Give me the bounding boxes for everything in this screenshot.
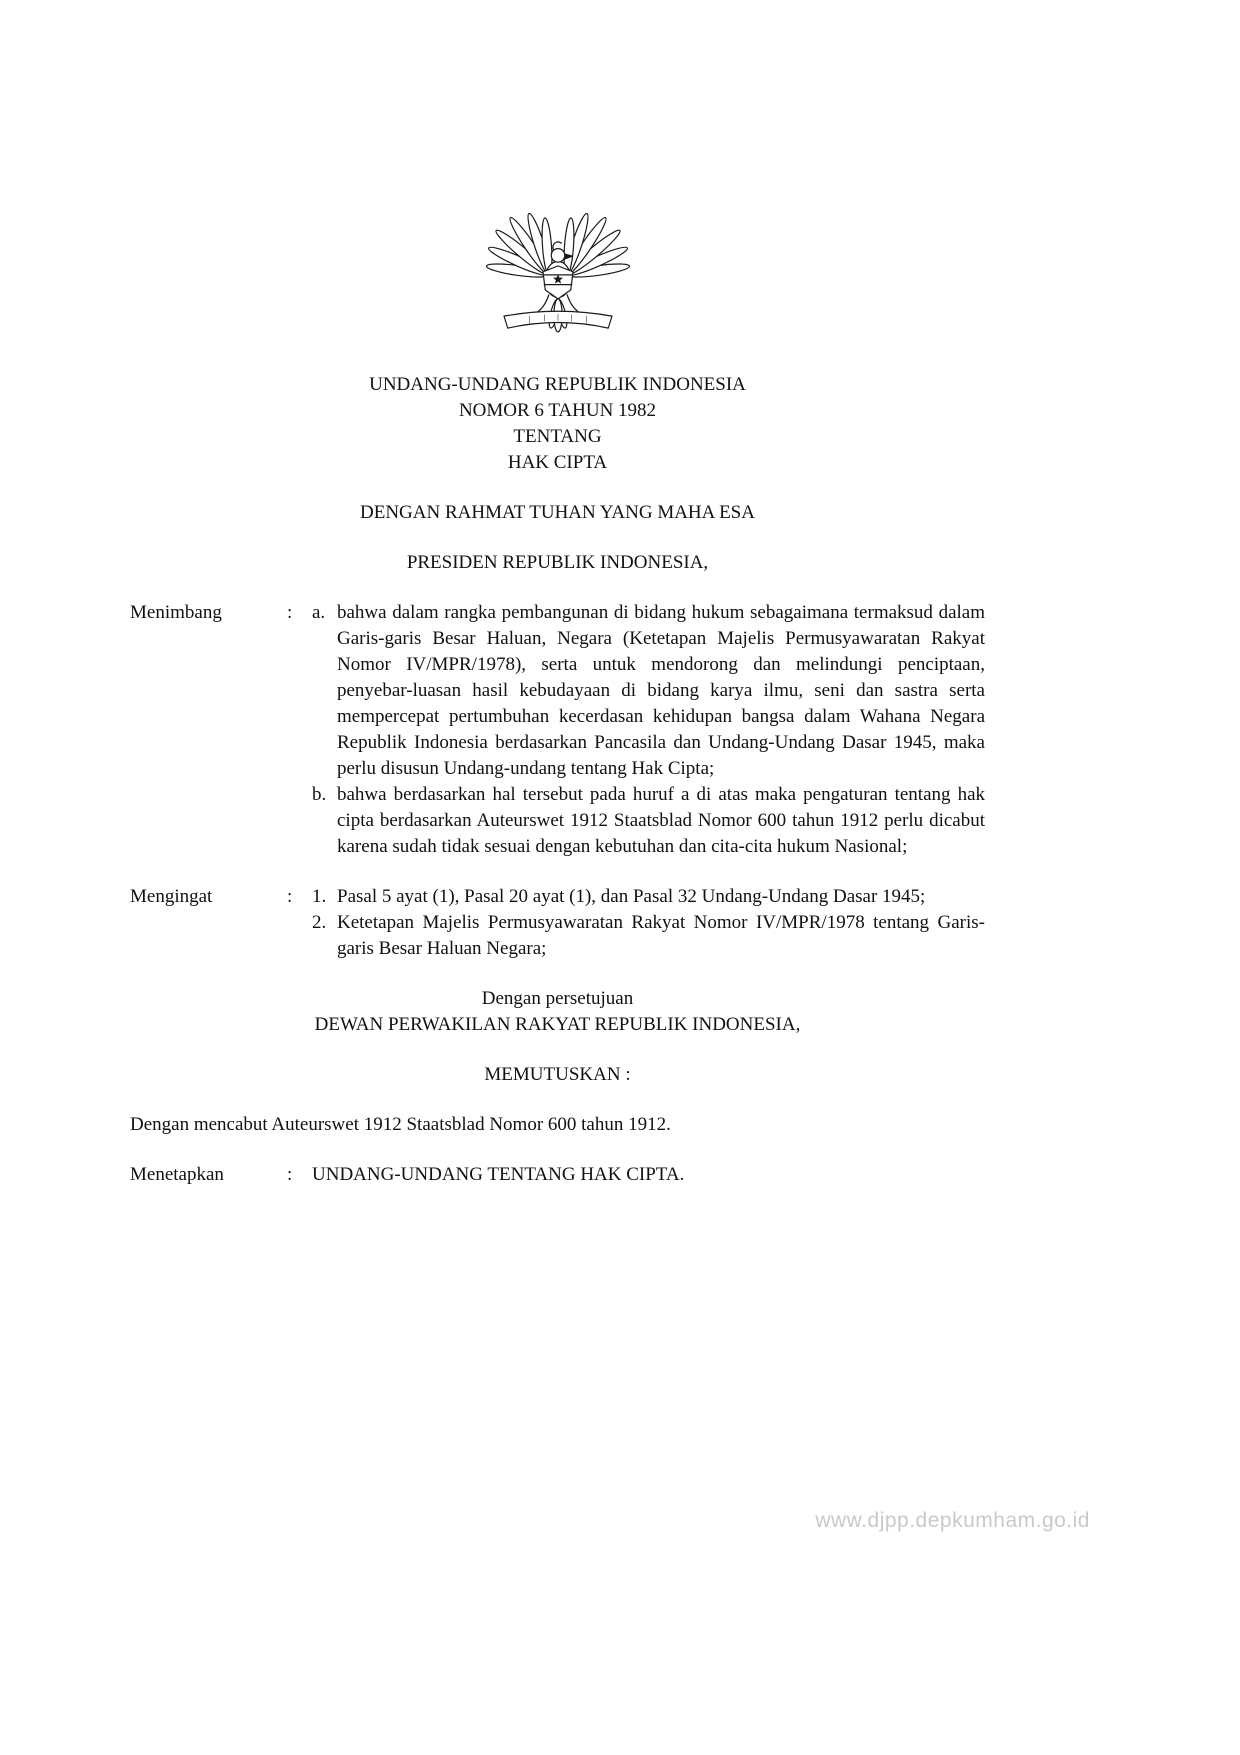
considerations-label: Menimbang xyxy=(130,602,222,623)
title-line-1: UNDANG-UNDANG REPUBLIK INDONESIA xyxy=(369,374,746,395)
consideration-item-a-marker: a. xyxy=(312,602,326,623)
agreement-line-1: Dengan persetujuan xyxy=(481,988,634,1009)
considerations-body xyxy=(312,600,985,860)
garuda-pancasila-emblem-icon xyxy=(483,190,633,362)
title-line-4: HAK CIPTA xyxy=(507,452,608,473)
recall-item-2-marker: 2. xyxy=(312,912,327,933)
decision-heading: MEMUTUSKAN : xyxy=(484,1064,631,1085)
recall-item-1-marker: 1. xyxy=(312,886,327,907)
consideration-item-b-marker: b. xyxy=(312,784,327,805)
recall-item-2 xyxy=(312,910,985,962)
considerations-section xyxy=(130,600,985,860)
enactment-label: Menetapkan xyxy=(130,1164,224,1185)
enactment-section xyxy=(130,1162,985,1188)
recalls-colon: : xyxy=(287,886,293,907)
document-title-block xyxy=(130,372,985,476)
recalls-label: Mengingat xyxy=(130,886,213,907)
authority-line: PRESIDEN REPUBLIK INDONESIA, xyxy=(406,552,709,573)
recall-item-2-text: Ketetapan Majelis Permusyawaratan Rakyat Nomor IV/MPR/1978 tentang Garis-garis Besar Haluan Negara; xyxy=(337,912,985,959)
recall-item-1-text: Pasal 5 ayat (1), Pasal 20 ayat (1), dan Pasal 32 Undang-Undang Dasar 1945; xyxy=(337,886,926,907)
site-watermark: www.djpp.depkumham.go.id xyxy=(815,1509,1090,1532)
consideration-item-a xyxy=(312,600,985,782)
consideration-item-a-text: bahwa dalam rangka pembangunan di bidang hukum sebagaimana termaksud dalam Garis-garis Besar Haluan, Negara (Ketetapan Majelis Permusyawaratan Rakyat Nomor IV/MPR/1978), serta untuk mendorong dan melindungi penciptaan, penyebar-luasan hasil kebudayaan di bidang karya ilmu, seni dan sastra serta mempercepat pertumbuhan kecerdasan kehidupan bangsa dalam Wahana Negara Republik Indonesia berdasarkan Pancasila dan Undang-Undang Dasar 1945, maka perlu disusun Undang-undang tentang Hak Cipta; xyxy=(337,602,985,779)
consideration-item-b xyxy=(312,782,985,860)
enactment-colon: : xyxy=(287,1164,293,1185)
recalls-body xyxy=(312,884,985,962)
invocation-line: DENGAN RAHMAT TUHAN YANG MAHA ESA xyxy=(360,502,755,523)
agreement-line-2: DEWAN PERWAKILAN RAKYAT REPUBLIK INDONESIA, xyxy=(314,1014,801,1035)
recalls-section xyxy=(130,884,985,962)
recall-item-1 xyxy=(312,884,985,910)
considerations-colon: : xyxy=(287,602,293,623)
enactment-text: UNDANG-UNDANG TENTANG HAK CIPTA. xyxy=(312,1164,685,1185)
title-line-2: NOMOR 6 TAHUN 1982 xyxy=(458,400,657,421)
title-line-3: TENTANG xyxy=(513,426,602,447)
revocation-line: Dengan mencabut Auteurswet 1912 Staatsblad Nomor 600 tahun 1912. xyxy=(130,1114,671,1135)
agreement-block xyxy=(130,986,985,1038)
consideration-item-b-text: bahwa berdasarkan hal tersebut pada huruf a di atas maka pengaturan tentang hak cipta berdasarkan Auteurswet 1912 Staatsblad Nomor 600 tahun 1912 perlu dicabut karena sudah tidak sesuai dengan kebutuhan dan cita-cita hukum Nasional; xyxy=(337,784,985,857)
